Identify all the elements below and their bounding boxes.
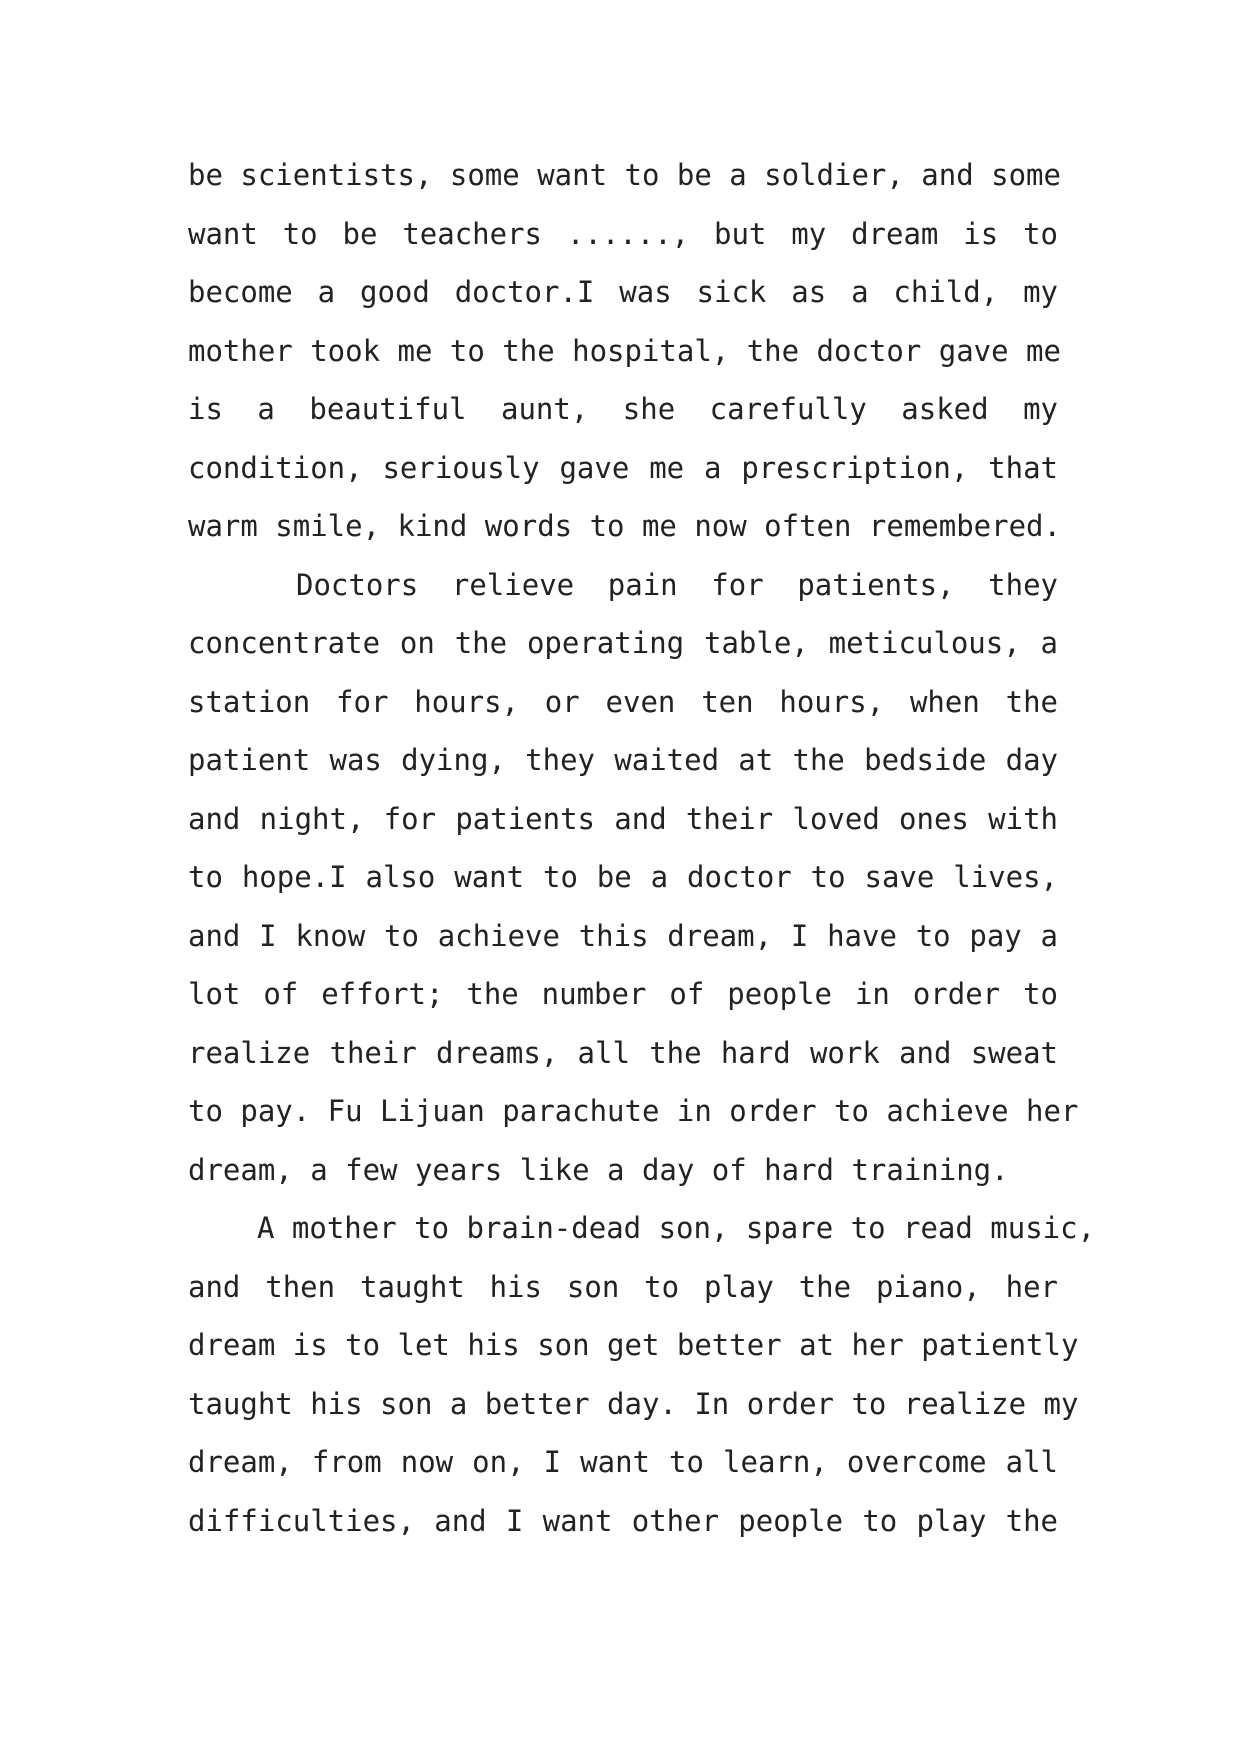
text-line: station for hours, or even ten hours, when the — [188, 684, 1058, 719]
text-line: and then taught his son to play the piano, her — [188, 1269, 1058, 1304]
paragraph-first-line: A mother to brain-dead son, spare to read music, — [257, 1211, 1096, 1245]
paragraph-first-line: Doctors relieve pain for patients, they — [296, 567, 1058, 602]
text-line: and I know to achieve this dream, I have to pay a — [188, 918, 1058, 953]
text-line: warm smile, kind words to me now often remembered. — [188, 509, 1061, 543]
body-text — [188, 158, 1096, 1564]
text-line: want to be teachers ......, but my dream is to — [188, 216, 1058, 251]
text-line: condition, seriously gave me a prescription, that — [188, 450, 1058, 485]
text-line: realize their dreams, all the hard work and sweat — [188, 1035, 1058, 1070]
text-line: to pay. Fu Lijuan parachute in order to achieve her — [188, 1094, 1079, 1128]
text-line: patient was dying, they waited at the bedside day — [188, 743, 1058, 777]
text-line: taught his son a better day. In order to realize my — [188, 1386, 1079, 1421]
text-line: and night, for patients and their loved ones with — [188, 801, 1058, 836]
text-line: to hope.I also want to be a doctor to save lives, — [188, 860, 1058, 894]
text-line: mother took me to the hospital, the doctor gave me — [188, 333, 1061, 368]
text-line: difficulties, and I want other people to play the — [188, 1503, 1058, 1538]
text-line: lot of effort; the number of people in order to — [188, 977, 1058, 1011]
text-line: be scientists, some want to be a soldier, and some — [188, 158, 1061, 192]
text-line: is a beautiful aunt, she carefully asked my — [188, 392, 1058, 426]
text-line: dream, from now on, I want to learn, overcome all — [188, 1445, 1058, 1479]
text-line: concentrate on the operating table, meticulous, a — [188, 626, 1058, 660]
text-line: become a good doctor.I was sick as a child, my — [188, 275, 1058, 309]
text-line: dream, a few years like a day of hard training. — [188, 1152, 1009, 1187]
text-line: dream is to let his son get better at her patiently — [188, 1328, 1079, 1362]
